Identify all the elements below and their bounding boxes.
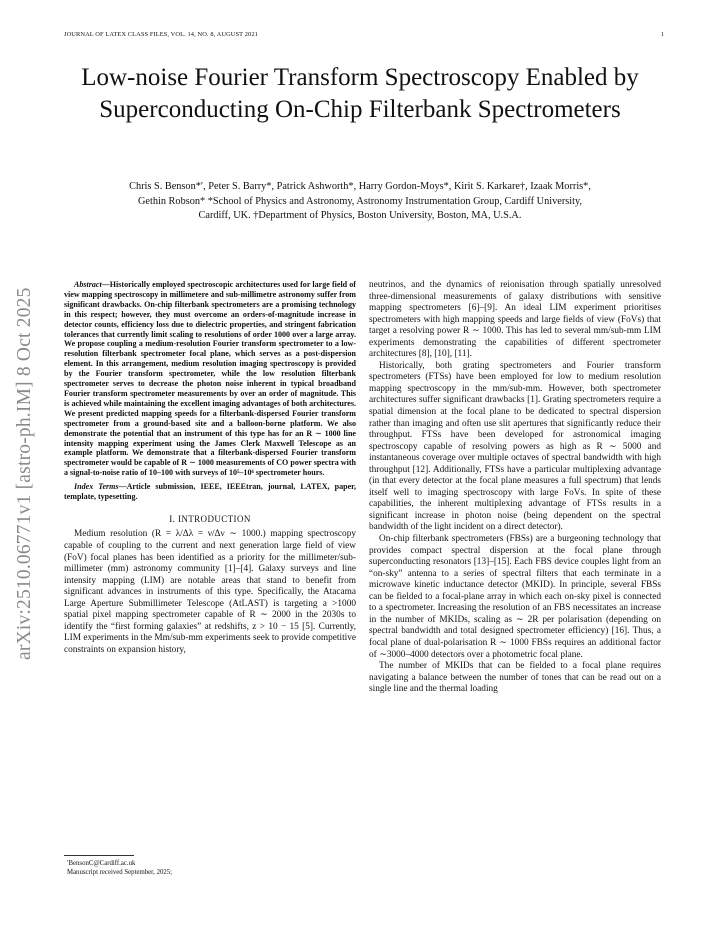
author-block	[40, 180, 680, 224]
intro-paragraph-3: Historically, both grating spectrometers and Fourier transform spectrometers (FTSs) have been employed for low to medium resolution mapping spectroscopy in the mm/sub-mm. However, both spectrometer architectures suffer significant drawbacks [1]. Grating spectrometers require a spatial dimension at the focal plane to be dedicated to spectral dispersion rather than imaging and often use slit apertures that significantly reduce their throughput. FTSs have been developed for astronomical imaging spectroscopy capable of resolving powers as high as R ∼ 5000 and instantaneous coverage over multiple octaves of spectral bandwidth with high throughput [12]. Additionally, FTSs have a particular multiplexing advantage (in that every detector at the focal plane measures a full spectrum) that lends itself well to imaging spectroscopy with large FoVs. In spite of these capabilities, the inherent multiplexing advantage of FTSs results in a significant increase in photon noise (being dependent on the spectral bandwidth of the light incident on a direct detector).	[369, 360, 661, 533]
author-line-3: Cardiff, UK. †Department of Physics, Boston University, Boston, MA, U.S.A.	[198, 210, 522, 221]
index-terms-label: Index Terms—	[74, 482, 127, 492]
left-column	[64, 280, 356, 657]
footnote-email: ′BensonC@Cardiff.ac.uk	[67, 860, 136, 867]
arxiv-identifier: arXiv:2510.06771v1 [astro-ph.IM] 8 Oct 2025	[14, 287, 35, 660]
author-line-2: Gethin Robson* *School of Physics and Astronomy, Astronomy Instrumentation Group, Cardiff University,	[137, 195, 583, 207]
intro-paragraph-5: The number of MKIDs that can be fielded to a focal plane requires navigating a balance between the number of tones that can be read out on a single line and the thermal loading	[369, 661, 661, 695]
running-header	[64, 31, 664, 38]
paper-title: Low-noise Fourier Transform Spectroscopy Enabled by Superconducting On-Chip Filterbank Spectrometers	[81, 64, 639, 123]
footnote-rule	[64, 855, 134, 856]
section-heading-introduction: I. INTRODUCTION	[169, 513, 251, 524]
abstract-text: Historically employed spectroscopic architectures used for large field of view mapping spectroscopy in millimetere and sub-millimetre astronomy suffer from significant drawbacks. On-chip filterbank spectrometers are a promising technology in this respect; however, they must overcome an orders-of-magnitude increase in detector counts, efficiency loss due to dielectric properties, and stringent fabrication tolerances that currently limit scaling to resolutions of order 1000 over a large array. We propose coupling a medium-resolution Fourier transform spectrometer to a low-resolution filterbank spectrometer focal plane, which serves as a post-dispersion element. In this arrangement, medium resolution imaging spectroscopy is provided by the Fourier transform spectrometer, while the low resolution filterbank spectrometer serves to decrease the photon noise inherent in typical broadband Fourier transform spectrometer measurements by over an order of magnitude. This is achieved while maintaining the excellent imaging advantages of both architectures. We present predicted mapping speeds for a filterbank-dispersed Fourier transform spectrometer from a ground-based site and a balloon-borne platform. We also demonstrate the potential that an instrument of this type has for an R ∼ 1000 line intensity mapping experiment using the James Clerk Maxwell Telescope as an example platform. We demonstrate that a filterbank-dispersed Fourier transform spectrometer would be capable of R ∼ 1000 measurements of CO power spectra with a signal-to-noise ratio of 10–100 with surveys of 10⁵–10⁶ spectrometer hours.	[64, 280, 356, 478]
index-terms	[64, 482, 356, 502]
journal-name: JOURNAL OF LATEX CLASS FILES, VOL. 14, NO. 8, AUGUST 2021	[64, 31, 258, 38]
right-column	[369, 280, 661, 696]
intro-paragraph-2: neutrinos, and the dynamics of reionisation through spatially unresolved three-dimensional measurements of galaxy distributions with sensitive mapping spectrometers [6]–[9]. An ideal LIM experiment prioritises spectrometers with high mapping speeds and large fields of view (FoVs) that target a resolving power R ∼ 1000. This has led to several mm/sub-mm LIM experiments demonstrating the capabilities of different spectrometer architectures [8], [10], [11].	[369, 280, 661, 360]
intro-paragraph-1: Medium resolution (R = λ/Δλ = ν/Δν ∼ 1000.) mapping spectroscopy capable of coupling to the current and next generation large field of view (FoV) focal planes has been identified as a priority for the millimeter/sub-millimeter (mm) astronomy community [1]–[4]. Galaxy surveys and line intensity mapping (LIM) are notable areas that stand to benefit from significant advances in instruments of this type. Specifically, the Atacama Large Aperture Submillimeter Telescope (AtLAST) is targeting a >1000 spatial pixel mapping spectrometer capable of R ∼ 2000 in the 2030s to identify the “first forming galaxies” at redshifts, z > 10 − 15 [5]. Currently, LIM experiments in the Mm/sub-mm experiments seek to provide competitive constraints on expansion history,	[64, 529, 357, 655]
abstract	[64, 280, 356, 478]
page-number: 1	[660, 31, 664, 38]
abstract-label: Abstract—	[74, 280, 110, 289]
index-terms-text: Article submission, IEEE, IEEEtran, journal, LATEX, paper, template, typesetting.	[64, 482, 357, 502]
author-line-1: Chris S. Benson*′, Peter S. Barry*, Patrick Ashworth*, Harry Gordon-Moys*, Kirit S. Karkare†, Izaak Morris*,	[129, 181, 591, 192]
footnote-received: Manuscript received September, 2025;	[67, 869, 173, 876]
intro-paragraph-4: On-chip filterbank spectrometers (FBSs) are a burgeoning technology that provides compact spectral dispersion at the focal plane through superconducting resonators [13]–[15]. Each FBS device couples light from an “on-sky” antenna to a series of spectral filters that each terminate in a microwave kinetic inductance detector (MKID). In principle, several FBSs can be fielded to a focal-plane array in which each on-sky pixel is connected to a spectrometer. Increasing the resolution of an FBS necessitates an increase in the number of MKIDs, scaling as ∼ 2R per polarisation (depending on spectral bandwidth and total designed spectrometer efficiency) [16]. Thus, a focal plane of dual-polarisation R ∼ 1000 FBSs requires an additional factor of ∼3000–4000 detectors over a photometric focal plane.	[369, 534, 661, 660]
footnotes	[64, 855, 356, 877]
